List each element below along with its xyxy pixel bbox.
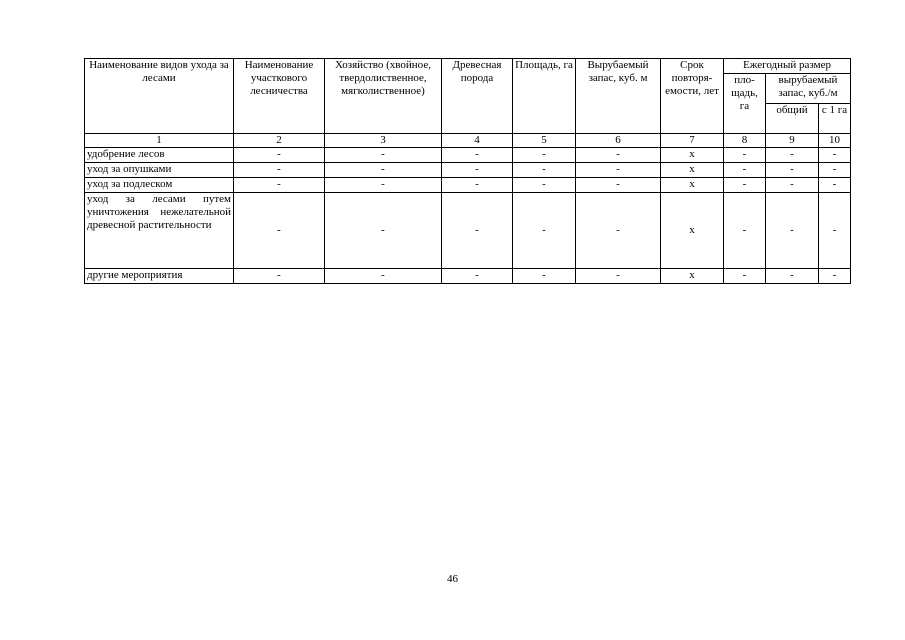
table-cell: - xyxy=(819,269,851,284)
table-cell: - xyxy=(325,163,442,178)
table-cell: - xyxy=(513,148,576,163)
table-cell: - xyxy=(442,178,513,193)
page-number: 46 xyxy=(447,573,458,585)
table-cell: - xyxy=(724,269,766,284)
table-cell: - xyxy=(513,178,576,193)
header-species: Древесная порода xyxy=(442,59,513,134)
table-cell: - xyxy=(766,269,819,284)
table-cell: - xyxy=(234,178,325,193)
table-cell: х xyxy=(661,269,724,284)
table-cell: - xyxy=(513,193,576,269)
table-cell: - xyxy=(576,269,661,284)
header-economy: Хозяйство (хвойное, твердолиственное, мягколиственное) xyxy=(325,59,442,134)
header-stock: Вырубаемый запас, куб. м xyxy=(576,59,661,134)
column-number: 6 xyxy=(576,134,661,148)
table-cell: - xyxy=(442,163,513,178)
table-cell: - xyxy=(325,148,442,163)
table-cell: - xyxy=(819,193,851,269)
table-cell: - xyxy=(576,163,661,178)
column-number: 9 xyxy=(766,134,819,148)
table-cell: - xyxy=(766,148,819,163)
table-cell: - xyxy=(442,269,513,284)
row-name: уход за лесами путем уничтожения нежелательной древесной растительности xyxy=(85,193,234,269)
table-cell: х xyxy=(661,148,724,163)
table-cell: - xyxy=(442,148,513,163)
table-cell: х xyxy=(661,163,724,178)
table-row xyxy=(85,269,851,284)
table-cell: - xyxy=(819,148,851,163)
row-name: другие мероприятия xyxy=(85,269,234,284)
table-cell: - xyxy=(513,163,576,178)
table-cell: - xyxy=(766,178,819,193)
table-cell: - xyxy=(724,163,766,178)
table-cell: - xyxy=(234,193,325,269)
table-cell: - xyxy=(234,148,325,163)
table-cell: - xyxy=(724,193,766,269)
row-name: уход за подлеском xyxy=(85,178,234,193)
table-row xyxy=(85,193,851,269)
header-stock-total: общий xyxy=(766,104,819,134)
forest-care-table xyxy=(84,58,851,284)
table-cell: - xyxy=(442,193,513,269)
column-number: 4 xyxy=(442,134,513,148)
table-row xyxy=(85,148,851,163)
column-number: 10 xyxy=(819,134,851,148)
table-row xyxy=(85,178,851,193)
column-number: 7 xyxy=(661,134,724,148)
row-name: удобрение лесов xyxy=(85,148,234,163)
table-cell: - xyxy=(576,148,661,163)
table-cell: - xyxy=(766,163,819,178)
column-number: 8 xyxy=(724,134,766,148)
column-number: 2 xyxy=(234,134,325,148)
table-cell: - xyxy=(234,163,325,178)
table-cell: - xyxy=(766,193,819,269)
column-number: 5 xyxy=(513,134,576,148)
row-name: уход за опушками xyxy=(85,163,234,178)
table-cell: - xyxy=(234,269,325,284)
table-cell: - xyxy=(325,178,442,193)
header-period: Срок повторя-емости, лет xyxy=(661,59,724,134)
table-cell: - xyxy=(325,269,442,284)
table-cell: - xyxy=(819,178,851,193)
header-annual-area: пло-щадь, га xyxy=(724,74,766,134)
header-stock-per-ha: с 1 га xyxy=(819,104,851,134)
header-forestry: Наименование участкового лесничества xyxy=(234,59,325,134)
header-care-type: Наименование видов ухода за лесами xyxy=(85,59,234,134)
header-annual: Ежегодный размер xyxy=(724,59,851,74)
header-area: Площадь, га xyxy=(513,59,576,134)
column-number: 3 xyxy=(325,134,442,148)
table-cell: - xyxy=(724,148,766,163)
table-cell: - xyxy=(513,269,576,284)
table-cell: - xyxy=(325,193,442,269)
table-cell: - xyxy=(819,163,851,178)
table-row xyxy=(85,163,851,178)
table-cell: - xyxy=(576,193,661,269)
table-cell: х xyxy=(661,193,724,269)
column-number: 1 xyxy=(85,134,234,148)
table-cell: - xyxy=(576,178,661,193)
table-cell: - xyxy=(724,178,766,193)
table-cell: х xyxy=(661,178,724,193)
header-annual-stock: вырубаемый запас, куб./м xyxy=(766,74,851,104)
